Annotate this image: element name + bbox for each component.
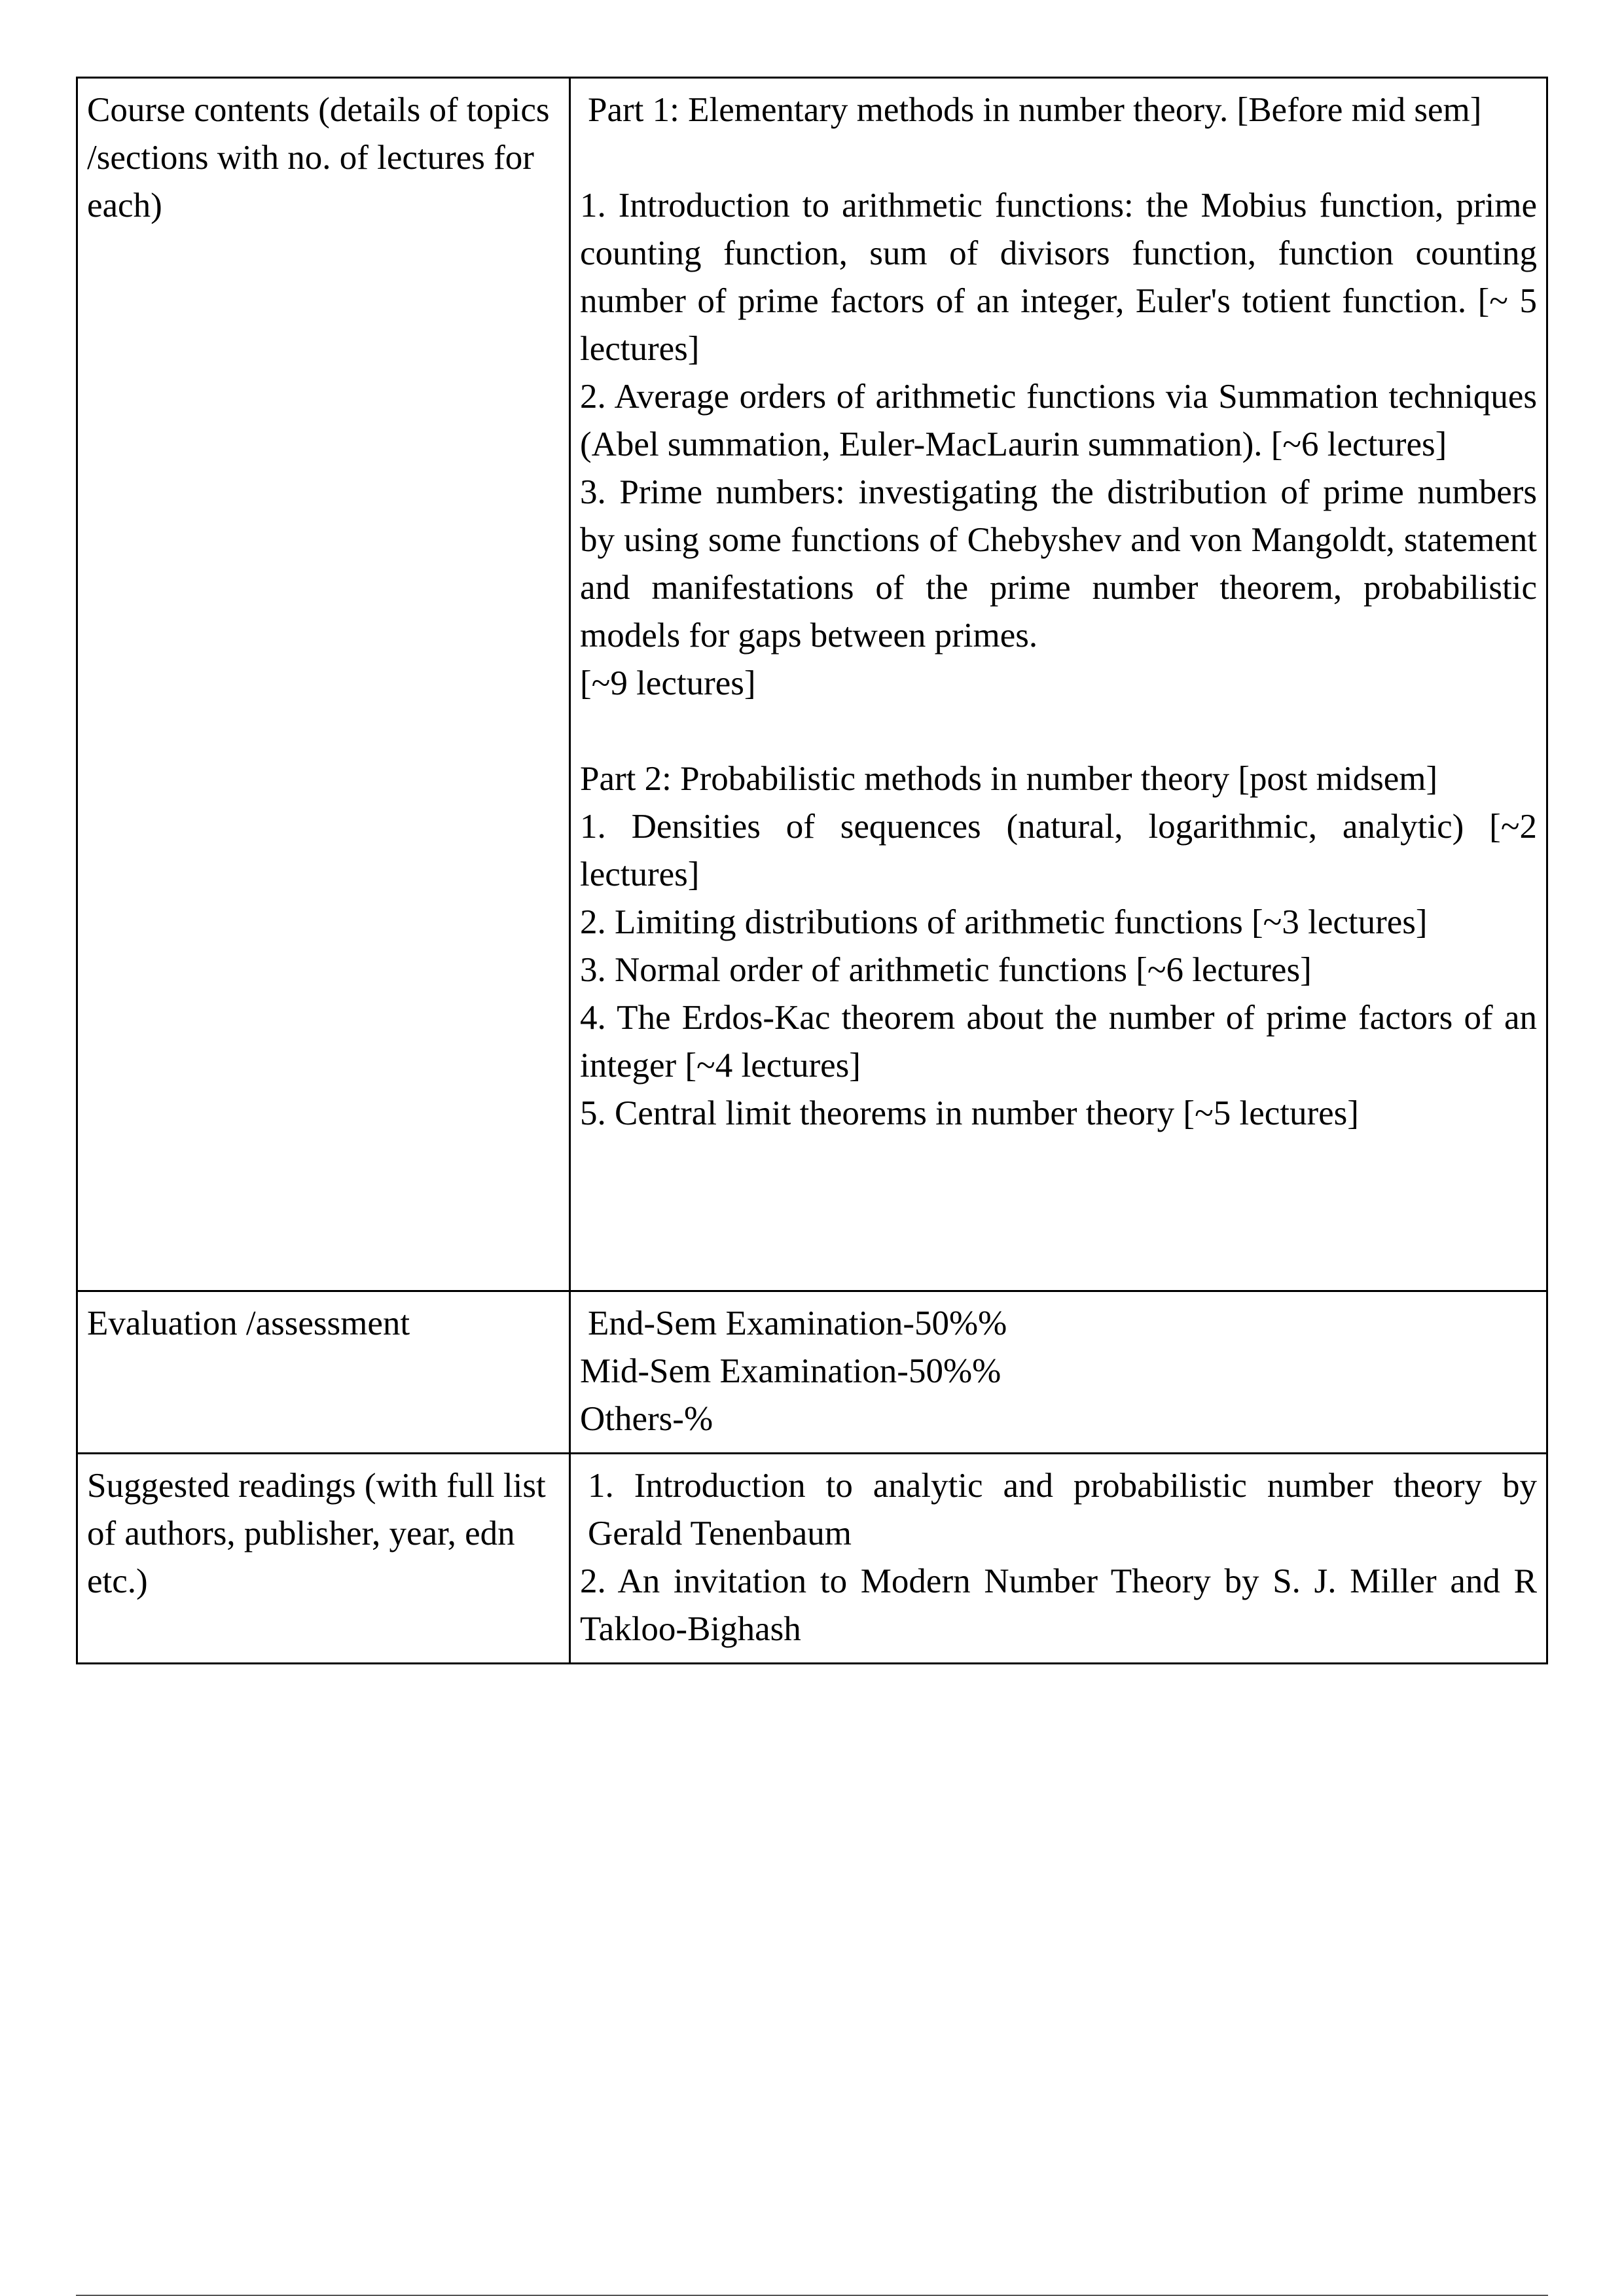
evaluation-label: Evaluation /assessment <box>77 1291 570 1454</box>
course-contents-cell <box>570 78 1547 1291</box>
table-row-evaluation <box>77 1291 1547 1454</box>
course-details-table <box>76 77 1548 1664</box>
part2-item: 1. Densities of sequences (natural, logarithmic, analytic) [~2 lectures] <box>580 808 1537 893</box>
spacer <box>580 134 1537 182</box>
evaluation-cell <box>570 1291 1547 1454</box>
evaluation-line: Others-% <box>580 1400 713 1438</box>
part2-item: 4. The Erdos-Kac theorem about the number of prime factors of an integer [~4 lectures] <box>580 999 1537 1085</box>
evaluation-line: End-Sem Examination-50%% <box>588 1304 1007 1342</box>
table-row-course-contents <box>77 78 1547 1291</box>
evaluation-line: Mid-Sem Examination-50%% <box>580 1352 1001 1390</box>
table-row-suggested-readings <box>77 1454 1547 1664</box>
part2-item: 2. Limiting distributions of arithmetic functions [~3 lectures] <box>580 903 1428 941</box>
part1-item: 1. Introduction to arithmetic functions: the Mobius function, prime counting function, sum of divisors function, function counting number of prime factors of an integer, Euler's totient function. [~ 5 lectures] <box>580 187 1537 368</box>
part1-item: [~9 lectures] <box>580 664 756 702</box>
readings-cell <box>570 1454 1547 1664</box>
part2-item: 3. Normal order of arithmetic functions [~6 lectures] <box>580 951 1312 989</box>
spacer <box>580 708 1537 755</box>
part1-item: 2. Average orders of arithmetic functions via Summation techniques (Abel summation, Euler-MacLaurin summation). [~6 lectures] <box>580 378 1537 463</box>
part1-heading: Part 1: Elementary methods in number theory. [Before mid sem] <box>588 91 1482 129</box>
reading-item: 2. An invitation to Modern Number Theory by S. J. Miller and R Takloo-Bighash <box>580 1562 1537 1648</box>
course-contents-label: Course contents (details of topics /sections with no. of lectures for each) <box>77 78 570 1291</box>
part1-item: 3. Prime numbers: investigating the distribution of prime numbers by using some functions of Chebyshev and von Mangoldt, statement and manifestations of the prime number theorem, probabilistic models for gaps between primes. <box>580 473 1537 655</box>
part2-item: 5. Central limit theorems in number theory [~5 lectures] <box>580 1094 1359 1132</box>
part2-heading: Part 2: Probabilistic methods in number theory [post midsem] <box>580 760 1438 798</box>
readings-label: Suggested readings (with full list of authors, publisher, year, edn etc.) <box>77 1454 570 1664</box>
reading-item: 1. Introduction to analytic and probabilistic number theory by Gerald Tenenbaum <box>588 1467 1537 1552</box>
